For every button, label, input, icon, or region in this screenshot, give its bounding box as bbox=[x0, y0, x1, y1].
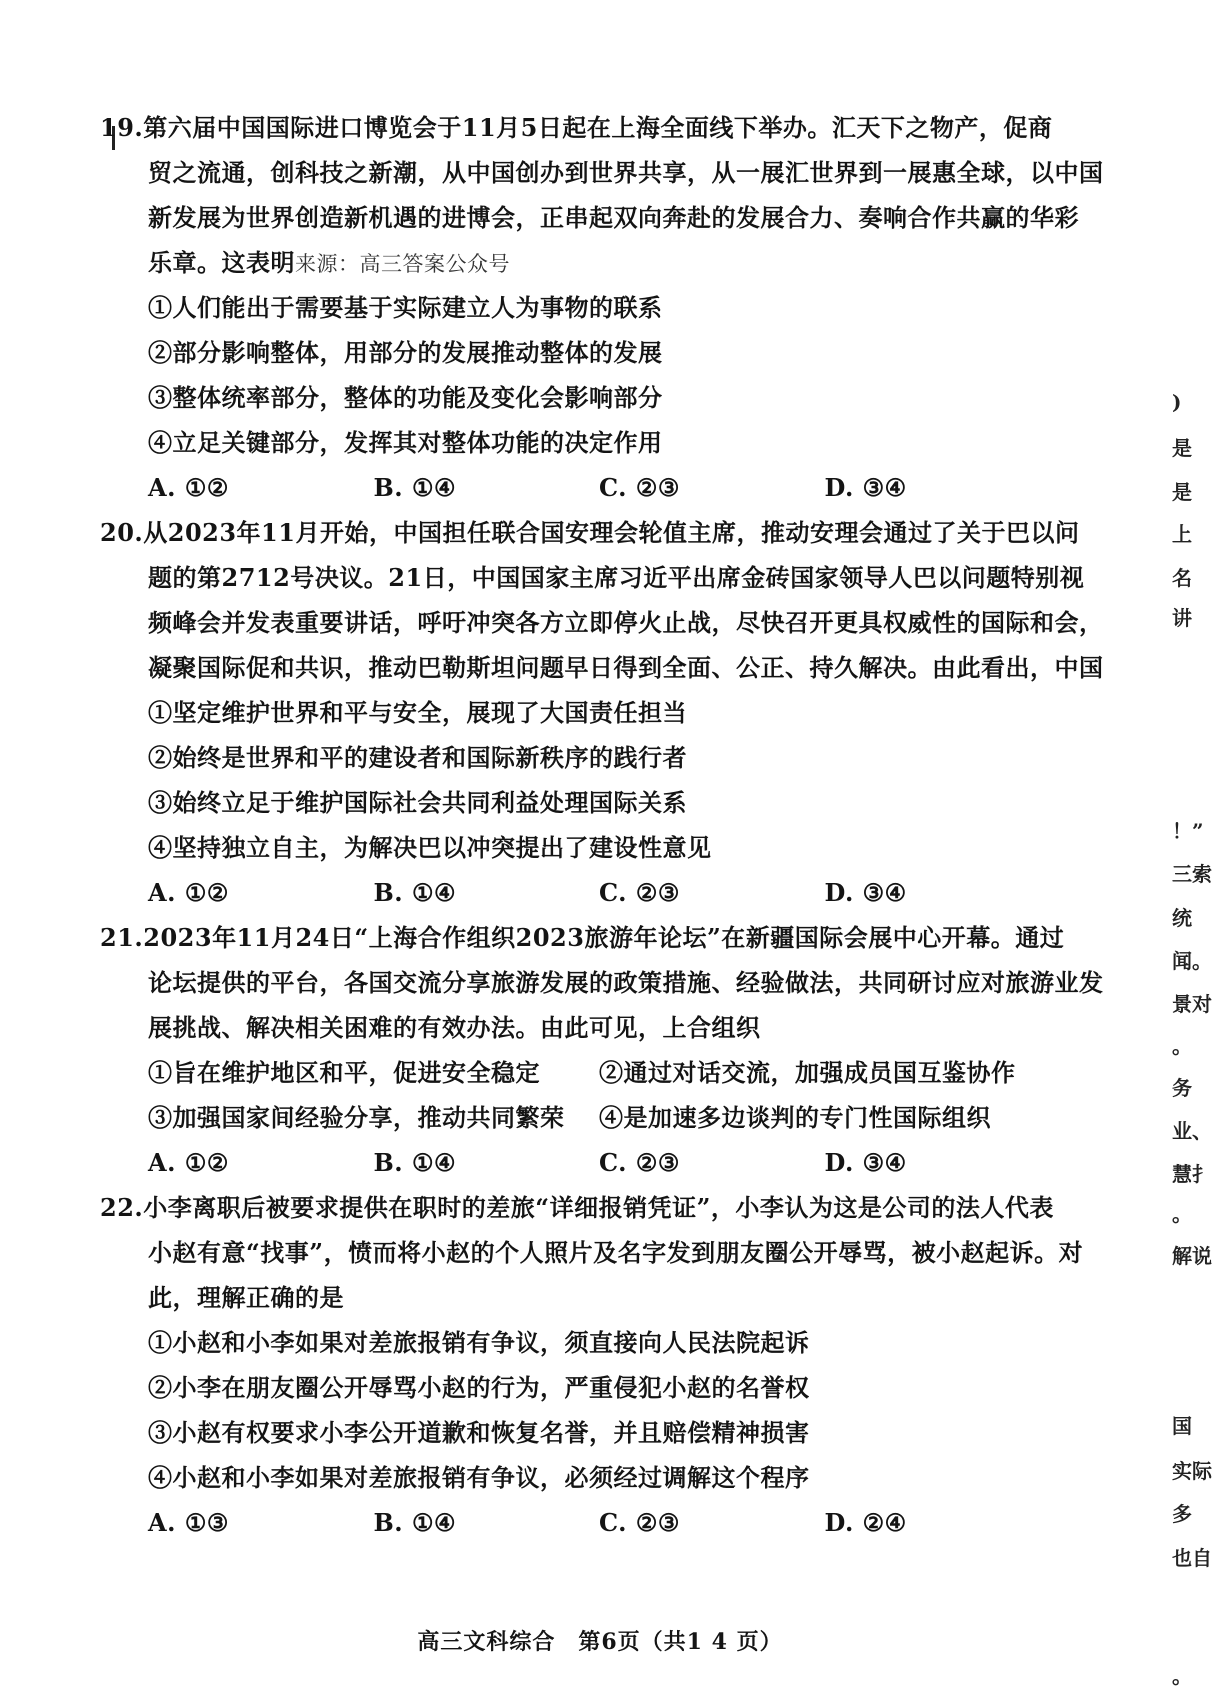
choice-a[interactable]: A. ①② bbox=[148, 1148, 229, 1177]
question-stem-line: 题的第2712号决议。21日，中国国家主席习近平出席金砖国家领导人巴以问题特别视 bbox=[148, 563, 1085, 592]
question-stem-line: 小赵有意“找事”，愤而将小赵的个人照片及名字发到朋友圈公开辱骂，被小赵起诉。对 bbox=[148, 1238, 1084, 1267]
choice-b[interactable]: B. ①④ bbox=[373, 878, 457, 907]
margin-fragment: 实际 bbox=[1172, 1459, 1212, 1483]
margin-fragment: 。 bbox=[1172, 1202, 1192, 1226]
option-statement: ③小赵有权要求小李公开道歉和恢复名誉，并且赔偿精神损害 bbox=[148, 1418, 810, 1447]
margin-fragment: 国 bbox=[1172, 1414, 1192, 1438]
margin-fragment: 统 bbox=[1172, 906, 1192, 930]
margin-fragment: 三索 bbox=[1172, 862, 1212, 886]
choice-d[interactable]: D. ③④ bbox=[824, 1148, 907, 1177]
option-row bbox=[100, 1050, 1050, 1095]
option-statement: ③整体统率部分，整体的功能及变化会影响部分 bbox=[148, 383, 663, 412]
source-note: 来源：高三答案公众号 bbox=[295, 252, 510, 276]
option-row bbox=[100, 1095, 1050, 1140]
question-20 bbox=[100, 510, 1104, 915]
margin-fragment: 名 bbox=[1172, 566, 1192, 590]
stem-text: 2023年11月24日“上海合作组织2023旅游年论坛”在新疆国际会展中心开幕。通过 bbox=[143, 923, 1065, 952]
option-statement: ②部分影响整体，用部分的发展推动整体的发展 bbox=[148, 338, 663, 367]
margin-fragment: 景对 bbox=[1172, 992, 1212, 1016]
option-statement: ③加强国家间经验分享，推动共同繁荣 bbox=[148, 1103, 565, 1132]
question-stem-line: 此，理解正确的是 bbox=[148, 1283, 344, 1312]
margin-fragment: 。 bbox=[1172, 1664, 1192, 1688]
choice-d[interactable]: D. ③④ bbox=[824, 878, 907, 907]
margin-fragment: 慧扌 bbox=[1172, 1162, 1212, 1186]
choice-b[interactable]: B. ①④ bbox=[373, 473, 457, 502]
option-statement: ③始终立足于维护国际社会共同利益处理国际关系 bbox=[148, 788, 687, 817]
stem-text: 乐章。这表明 bbox=[148, 248, 295, 277]
question-number: 20. bbox=[100, 518, 144, 547]
choice-b[interactable]: B. ①④ bbox=[373, 1508, 457, 1537]
option-statement: ②通过对话交流，加强成员国互鉴协作 bbox=[599, 1058, 1016, 1087]
option-statement: ④立足关键部分，发挥其对整体功能的决定作用 bbox=[148, 428, 663, 457]
margin-fragment: ！” bbox=[1172, 819, 1204, 843]
margin-fragment: 上 bbox=[1172, 522, 1192, 546]
margin-fragment: 。 bbox=[1172, 1034, 1192, 1058]
question-number: 22. bbox=[100, 1193, 144, 1222]
choice-c[interactable]: C. ②③ bbox=[599, 1508, 680, 1537]
question-stem-line bbox=[100, 915, 1065, 960]
option-statement: ①坚定维护世界和平与安全，展现了大国责任担当 bbox=[148, 698, 687, 727]
choice-a[interactable]: A. ①② bbox=[148, 878, 229, 907]
question-stem-line: 凝聚国际促和共识，推动巴勒斯坦问题早日得到全面、公正、持久解决。由此看出，中国 bbox=[148, 653, 1104, 682]
choice-a[interactable]: A. ①② bbox=[148, 473, 229, 502]
margin-fragment: 务 bbox=[1172, 1076, 1192, 1100]
answer-choices bbox=[100, 870, 1050, 915]
choice-d[interactable]: D. ③④ bbox=[824, 473, 907, 502]
question-stem-line: 论坛提供的平台，各国交流分享旅游发展的政策措施、经验做法，共同研讨应对旅游业发 bbox=[148, 968, 1104, 997]
option-statement: ④是加速多边谈判的专门性国际组织 bbox=[599, 1103, 991, 1132]
margin-fragment: 讲 bbox=[1172, 606, 1192, 630]
answer-choices bbox=[100, 1500, 1050, 1545]
option-statement: ①人们能出于需要基于实际建立人为事物的联系 bbox=[148, 293, 663, 322]
stem-text: 第六届中国国际进口博览会于11月5日起在上海全面线下举办。汇天下之物产，促商 bbox=[143, 113, 1053, 142]
choice-c[interactable]: C. ②③ bbox=[599, 473, 680, 502]
question-stem-line: 贸之流通，创科技之新潮，从中国创办到世界共享，从一展汇世界到一展惠全球，以中国 bbox=[148, 158, 1104, 187]
answer-choices bbox=[100, 465, 1050, 510]
option-statement: ④小赵和小李如果对差旅报销有争议，必须经过调解这个程序 bbox=[148, 1463, 810, 1492]
page-footer: 高三文科综合 第6页（共1 4 页） bbox=[417, 1629, 783, 1655]
question-22 bbox=[100, 1185, 1084, 1545]
question-stem-line bbox=[100, 105, 1053, 150]
option-statement: ①旨在维护地区和平，促进安全稳定 bbox=[148, 1058, 540, 1087]
question-stem-line: 新发展为世界创造新机遇的进博会，正串起双向奔赴的发展合力、奏响合作共赢的华彩 bbox=[148, 203, 1079, 232]
question-number: 19. bbox=[100, 113, 144, 142]
choice-d[interactable]: D. ②④ bbox=[824, 1508, 907, 1537]
margin-fragment: 也自 bbox=[1172, 1546, 1212, 1570]
margin-fragment: 闻。 bbox=[1172, 949, 1212, 973]
margin-fragment: 是 bbox=[1172, 436, 1192, 460]
choice-c[interactable]: C. ②③ bbox=[599, 1148, 680, 1177]
question-19 bbox=[100, 105, 1104, 510]
option-statement: ②小李在朋友圈公开辱骂小赵的行为，严重侵犯小赵的名誉权 bbox=[148, 1373, 810, 1402]
margin-fragment: 业、 bbox=[1172, 1119, 1212, 1143]
margin-fragment: 多 bbox=[1172, 1502, 1192, 1526]
stem-text: 从2023年11月开始，中国担任联合国安理会轮值主席，推动安理会通过了关于巴以问 bbox=[143, 518, 1080, 547]
stem-text: 小李离职后被要求提供在职时的差旅“详细报销凭证”，小李认为这是公司的法人代表 bbox=[143, 1193, 1054, 1222]
question-stem-line bbox=[100, 510, 1080, 555]
margin-fragment: 解说 bbox=[1172, 1244, 1212, 1268]
answer-choices bbox=[100, 1140, 1050, 1185]
question-stem-line: 展挑战、解决相关困难的有效办法。由此可见，上合组织 bbox=[148, 1013, 761, 1042]
margin-fragment: ) bbox=[1172, 390, 1182, 414]
option-statement: ②始终是世界和平的建设者和国际新秩序的践行者 bbox=[148, 743, 687, 772]
choice-c[interactable]: C. ②③ bbox=[599, 878, 680, 907]
option-statement: ①小赵和小李如果对差旅报销有争议，须直接向人民法院起诉 bbox=[148, 1328, 810, 1357]
question-stem-line bbox=[100, 1185, 1054, 1230]
question-stem-line: 频峰会并发表重要讲话，呼吁冲突各方立即停火止战，尽快召开更具权威性的国际和会， bbox=[148, 608, 1104, 637]
question-number: 21. bbox=[100, 923, 144, 952]
choice-b[interactable]: B. ①④ bbox=[373, 1148, 457, 1177]
choice-a[interactable]: A. ①③ bbox=[148, 1508, 229, 1537]
margin-fragment: 是 bbox=[1172, 480, 1192, 504]
question-21 bbox=[100, 915, 1104, 1185]
option-statement: ④坚持独立自主，为解决巴以冲突提出了建设性意见 bbox=[148, 833, 712, 862]
question-stem-line bbox=[100, 240, 1050, 285]
